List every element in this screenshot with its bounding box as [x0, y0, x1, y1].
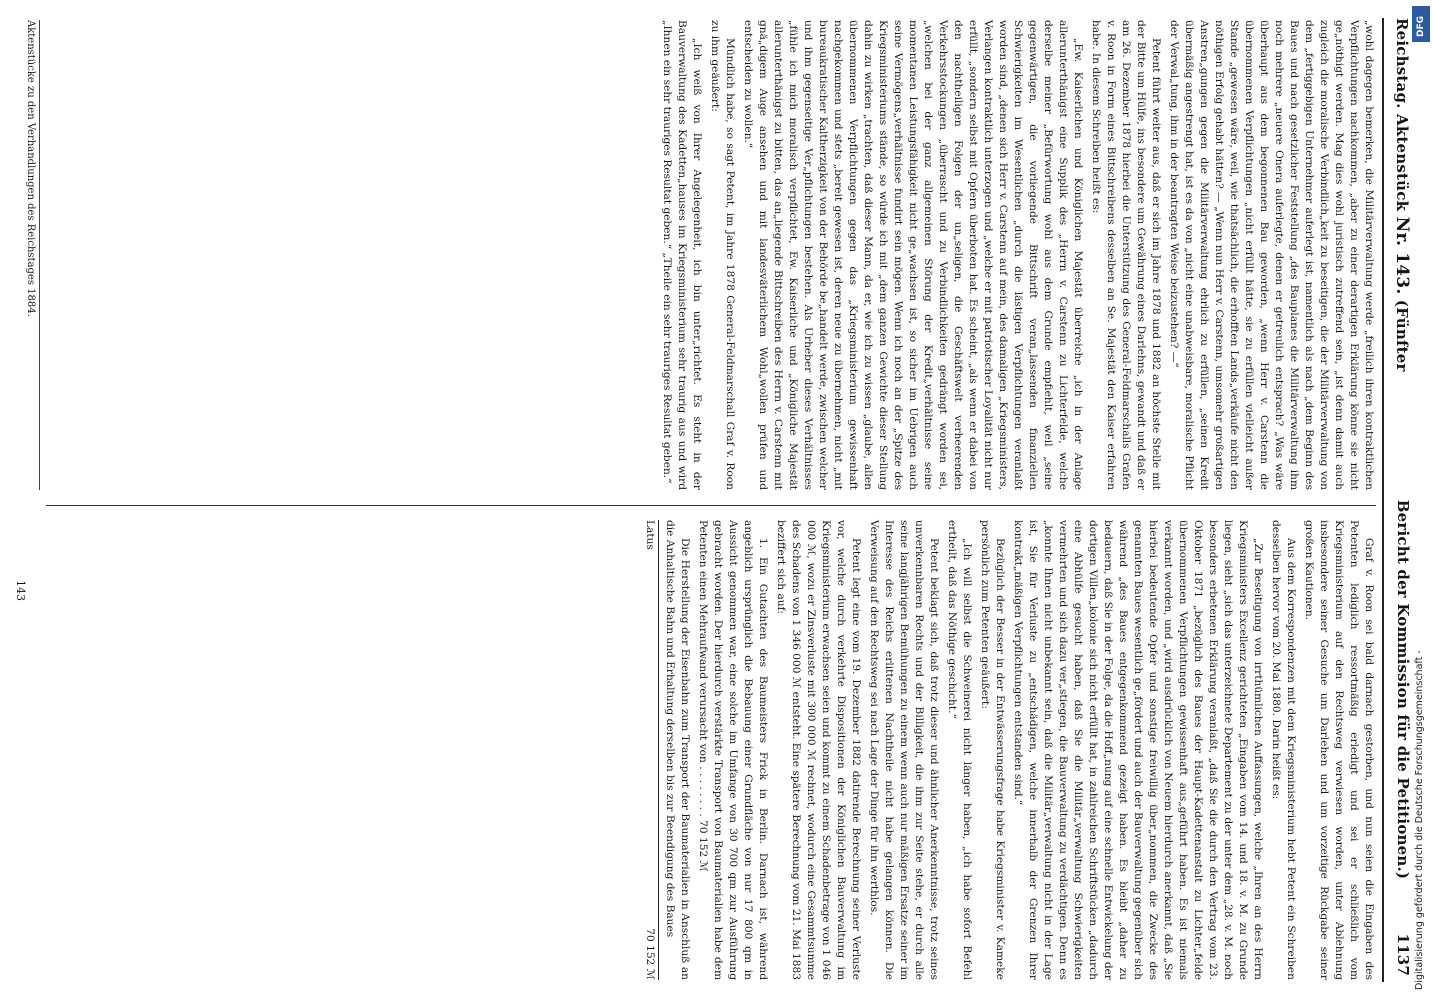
- page-number: 1137: [1394, 933, 1412, 976]
- right-text-column: [642, 520, 1376, 980]
- signature-mark: 143: [14, 580, 27, 601]
- paragraph: Petent führt weiter aus, daß er sich im Jahre 1878 und 1882 an höchste Stelle mit der Bitte um Hülfe, ins besondere um Gewährung eines Darlehns, gewandt und daß er am 26. Dezember 1878 hierbei die Unterstützung des General-Feldmarschalls Grafen v. Roon in Form eines Bittschreibens desselben an Se. Majestät den Kaiser erfahren habe. In diesem Schreiben heißt es:: [1090, 20, 1162, 490]
- paragraph: Bezüglich der Besser in der Entwässerungsfrage habe Kriegsminister v. Kameke persönlich zum Petenten geäußert:: [979, 520, 1006, 980]
- dfg-logo: [1412, 6, 1430, 42]
- digitization-credit-strip: [1410, 0, 1432, 1000]
- paragraph: „wohl dagegen bemerken, die Militärverwaltung werde „freilich ihren kontraktlichen Verpflichtungen nachkommen, „aber zu einer derartigen Erklärung könne sie nicht ge„nöthigt werden. Mag dies wohl juristisch zutreffend sein, „ist denn damit auch zugleich die moralische Verbindlich„keit zu beseitigen, die der Militärverwaltung von dem „fertiggebigen Unternehmer auferlegt ist, namentlich als nach „dem Beginn des Baues und nach gesetzlicher Feststellung „des Bauplanes die Militärverwaltung ihm noch mehrere „neuere Onera auferlegte, denen er getreulich entsprach? „Was wäre überhaupt aus dem begonnenen Bau geworden, „wenn Herr v. Carstenn die übernommenen Verpflichtungen „nicht erfüllt hätte, sie zu erfüllen vielleicht außer Stande „gewesen wäre, weil, wie thatsächlich, die erhofften Lands„verkäufe nicht den nöthigen Erfolg gehabt hätten? — „Wenn nun Herr v. Carstenn, umsomehr großartigen Anstren„gungen gegen die Militärverwaltung ehrlich zu erfüllen, „seinen Kredit übermäßig angestrengt hat, ist es da von „nicht eine unabweisbare, moralische Pflicht der Verwal„tung, ihm in der beantragten Weise beizustehen? —“: [1168, 20, 1375, 490]
- column-divider: [46, 505, 1376, 506]
- digitization-credit-text: Digitalisierung gefördert durch die Deutsche Forschungsgemeinschaft -: [1414, 650, 1425, 990]
- footnote: Aktenstücke zu den Verhandlungen des Reichstages 1884.: [25, 20, 40, 490]
- paragraph: „Zur Beseitigung von irrthümlichen Auffassungen, welche „Ihren an des Herrn Kriegsministers Excellenz gerichteten „Eingaben vom 14. und 18. v. M. zu Grunde liegen, sieht „sich das unterzeichnete Departement zu der unter dem „28. v. M. noch besonders erbetenen Erklärung veranlaßt, „daß Sie die durch den Vertrag vom 23. Oktober 1871 „bezüglich des Baues der Haupt-Kadettenanstalt zu Lichter„felde übernommenen Verpflichtungen gewissenhaft aus„geführt haben. Es ist niemals verkannt worden, und „wird ausdrücklich von Neuem hierdurch anerkannt, daß „Sie hierbei bedeutende Opfer und sonstige freiwillig über„nommen, die Zwecke des genannten Baues wesentlich ge„fördert und auch der Bauverwaltung gegenüber sich während „des Baues entgegenkommend gezeigt haben. Es bleibt „daher zu bedauern, daß Sie in der Folge, da die Hoff„nung auf eine schnelle Entwickelung der dortigen Villen„kolonie sich nicht erfüllt hat, in zahlreichen Schriftstücken „dadurch eine Abhülfe gesucht haben, daß Sie die Militär„verwaltung Schwierigkeiten vermehrten und sich dazu ver„stiegen, die Bauverwaltung zu verdächtigen. Denn es „konnte Ihnen nicht unbekannt sein, daß die Militär„verwaltung nicht in der Lage ist, Sie für Verluste zu „entschädigen, welche innerhalb der Grenzen Ihrer kontrakt„mäßigen Verpflichtungen entstanden sind.“: [1012, 520, 1264, 980]
- latus-sum-line: [642, 520, 659, 980]
- paragraph: „Ich will selbst die Schweinerei nicht länger haben, „ich habe sofort Befehl ertheilt, daß das Nöthige geschicht.“: [946, 520, 973, 980]
- header-reichstag: Reichstag.: [1393, 18, 1411, 109]
- left-text-column: [656, 20, 1376, 490]
- header-commission-title: Bericht der Kommission für die Petitionen.): [1394, 499, 1412, 880]
- paragraph: Graf v. Roon sei bald darnach gestorben, und nun seien die Eingaben des Petenten lediglich ressortmäßig erledigt und sei er schließlich vom Kriegsministerium auf den Rechtsweg verwiesen worden, unter Ablehnung insbesondere seiner Gesuche um Darlehen und um vorzeitige Rückgabe seiner großen Kautionen.: [1303, 520, 1375, 980]
- dfg-logo-text: DFG: [1416, 15, 1426, 37]
- paragraph: „Ew. Kaiserlichen und Königlichen Majestät überreiche „ich in der Anlage allerunterthänigst eine Supplik des „Herrn v. Carstenn zu Lichterfelde, welche derselbe meiner „Befürwortung wohl aus dem Grunde empfiehlt, weil „seine gegenwärtigen, die vorliegende Bittschrift veran„lassenden finanziellen Schwierigkeiten im Wesentlichen „durch die lästigen Verpflichtungen veranlaßt worden sind, „denen sich Herr v. Carstenn auf mein, des damaligen „Kriegsministers, Verlangen kontraktlich unterzogen und „welche er mit patriotischer Loyalität nicht nur erfüllt, „sondern selbst mit Opfern überboten hat. Es scheint, „als wenn er dabei von den nachtheiligen Folgen der un„seligen, die Geschäftswelt verheerenden Verkehrsstockungen „überrascht und zu Verbindlichkeiten gedrängt worden sei, „welchen bei der ganz allgemeinen Störung der Kredit„verhältnisse seine momentanen Leistungsfähigkeit nicht ge„wachsen ist, so sicher im Uebrigen auch seine Vermögens„verhältnisse fundirt sein mögen. Wenn ich noch an der „Spitze des Kriegsministeriums stände, so würde ich mit „dem ganzen Gewichte dieser Stellung dahin zu wirken „trachten, daß dieser Mann, da er, wie ich zu wissen „glaube, allen übernommenen Verpflichtungen gegen das „Kriegsministerium gewissenhaft nachgekommen und stets „bereit gewesen ist, deren neue zu übernehmen, nicht „mit bureaukratischer Kaltherzigkeit von der Behörde be„handelt werde, zwischen welcher und ihm gegenseitige Ver„pflichtungen bestehen. Als Urheber dieses Verhältnisses „fühle ich mich moralisch verpflichtet, Ew. Kaiserliche und „Königliche Majestät allerunterthänigst zu bitten, das an„liegende Bittschreiben des Herrn v. Carstenn mit gnä„digem Auge ansehen und mit landesväterlichem Wohl„wollen prüfen und entscheiden zu wollen.“: [742, 20, 1084, 490]
- paragraph: Aus dem Korrespondenzen mit dem Kriegsministerium hebt Petent ein Schreiben desselben hervor vom 20. Mai 1880. Darin heißt es:: [1270, 520, 1297, 980]
- header-document-number: Nr. 143.: [1392, 216, 1412, 295]
- paragraph: 1. Ein Gutachten des Baumeisters Frick in Berlin. Darnach ist, während angeblich ursprünglich die Bebauung einer Grundfläche von nur 17 800 qm in Aussicht genommen war, eine solche im Umfange von 30 700 qm zur Ausführung gebracht worden. Der hierdurch verstärkte Transport von Baumaterialien habe dem Petenten einen Mehraufwand verursacht von . . . . . . . . 70 152 ℳ: [697, 520, 769, 980]
- paragraph: „Ich weiß von Ihrer Angelegenheit, ich bin unter„richtet. Es steht in der Bauverwaltung des Kadetten„hauses im Kriegsministerium sehr traurig aus und wird „Ihnen ein sehr trauriges Resultat geben.“ „Theile ein sehr trauriges Resultat geben.“: [661, 20, 703, 490]
- paragraph: Mündlich habe, so sagt Petent, im Jahre 1878 General-Feldmarschall Graf v. Roon zu ihm geäußert:: [709, 20, 736, 490]
- paragraph: Petent beklagt sich, daß trotz dieser und ähnlicher Anerkenntnisse, trotz seines unverkennbaren Rechts und der Billigkeit, die ihm zur Seite stehe, er durch alle seine langjährigen Bemühungen zu einem wenn auch nur mäßigen Ersatze seiner im Interesse des Reichs erlittenen Nachtheile nicht habe gelangen können. Die Verweisung auf den Rechtsweg sei nach Lage der Dinge für ihn werthlos.: [868, 520, 940, 980]
- paragraph: Die Herstellung der Eisenbahn zum Transport der Baumaterialien in Anschluß an die Anhaltische Bahn und Erhaltung derselben bis zur Beendigung des Baues: [664, 520, 691, 980]
- header-aktenstueck: Aktenstück: [1393, 114, 1411, 212]
- paragraph: Petent legt eine vom 19. Dezember 1882 datirende Berechnung seiner Verluste vor, welche durch verkehrte Dispositionen der Königlichen Bauverwaltung im Kriegsministerium erwachsen seien und kommt zu einem Schadenbetrage von 1 046 000 ℳ, wozu er Zinsverluste mit 300 000 ℳ rechnet, wodurch eine Gesammtsumme des Schadens von 1 346 000 ℳ entsteht. Eine spätere Berechnung vom 21. Mai 1883 beziffert sich auf:: [775, 520, 862, 980]
- latus-label: Latus: [644, 520, 656, 550]
- latus-value: 70 152 ℳ: [644, 928, 656, 980]
- header-fuenfter: (Fünfter: [1393, 299, 1411, 372]
- header-left: [1392, 18, 1412, 372]
